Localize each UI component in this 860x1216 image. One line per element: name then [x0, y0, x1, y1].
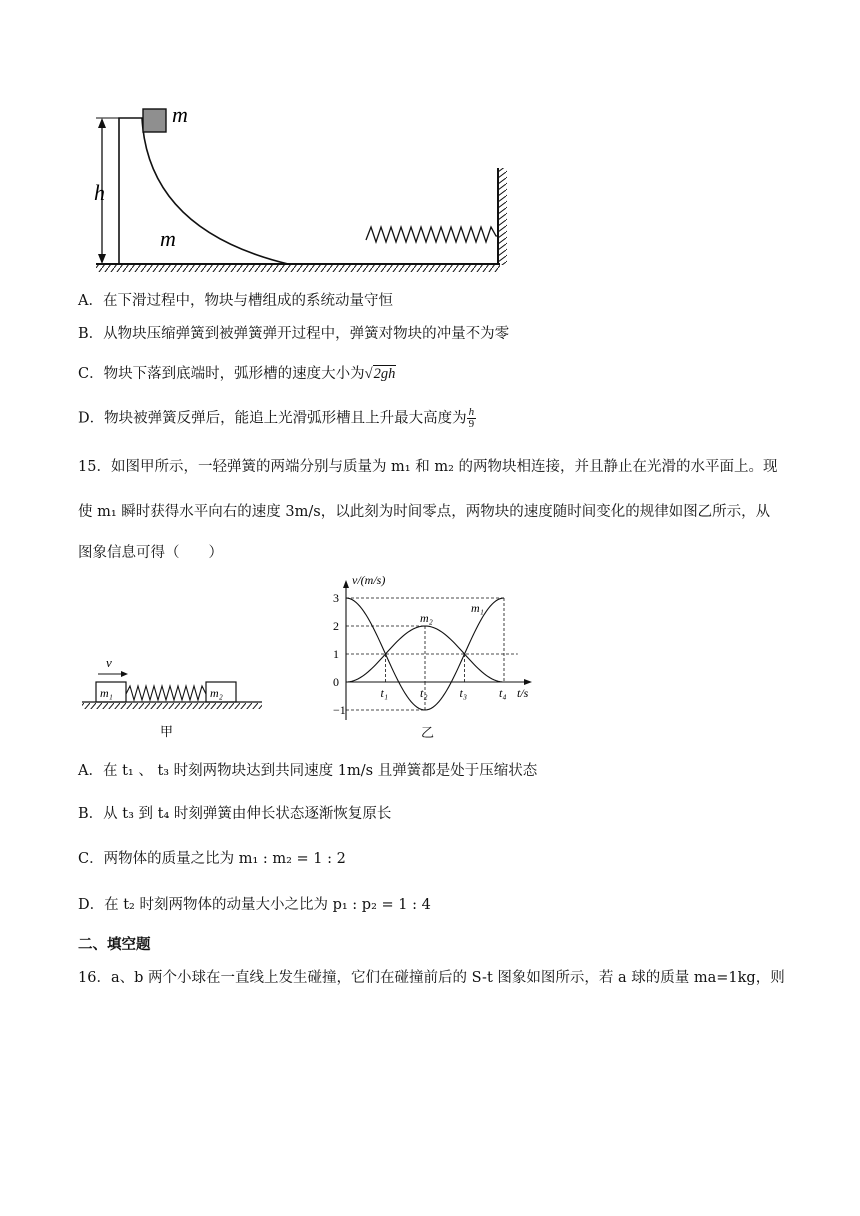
y-tick-label: 3 — [333, 591, 339, 605]
q15-option-d: D．在 t₂ 时刻两物体的动量大小之比为 p₁ : p₂ = 1 : 4 — [78, 897, 431, 913]
block-m — [143, 109, 166, 132]
y-tick-label: 1 — [333, 647, 339, 661]
figure-yi-caption: 乙 — [421, 726, 435, 741]
section-title: 二、填空题 — [78, 937, 151, 953]
q15-stem-line2: 使 m₁ 瞬时获得水平向右的速度 3m/s，以此刻为时间零点，两物块的速度随时间变化的规律如图乙所示，从 — [78, 504, 771, 520]
q15-option-c: C．两物体的质量之比为 m₁ : m₂ = 1 : 2 — [78, 851, 346, 867]
y-tick-label: 2 — [333, 619, 339, 633]
block-m2-label: m₂ — [210, 686, 223, 700]
q14-option-c: C．物块下落到底端时，弧形槽的速度大小为√2gh — [78, 366, 396, 382]
height-label: h — [94, 180, 105, 205]
figure-jia-caption: 甲 — [160, 724, 174, 739]
series-m1-label: m₁ — [471, 601, 484, 615]
q15-option-a: A．在 t₁ 、 t₃ 时刻两物块达到共同速度 1m/s 且弹簧都是处于压缩状态 — [78, 763, 538, 779]
q15-stem-line3: 图象信息可得（ ） — [78, 545, 223, 561]
q16-stem: 16．a、b 两个小球在一直线上发生碰撞，它们在碰撞前后的 S-t 图象如图所示，若 a 球的质量 ma=1kg，则 — [78, 970, 785, 986]
x-tick-label: t₁ — [380, 686, 389, 700]
q15-stem-line1: 15．如图甲所示，一轻弹簧的两端分别与质量为 m₁ 和 m₂ 的两物块相连接，并且静止在光滑的水平面上。现 — [78, 459, 778, 475]
y-tick-label: −1 — [333, 703, 346, 717]
figure-slot-spring — [90, 100, 520, 272]
figure-jia — [78, 654, 268, 744]
mass-top-label: m — [172, 102, 188, 127]
q14-option-d: D．物块被弹簧反弹后，能追上光滑弧形槽且上升最大高度为 $\frac{h}{9}$ — [78, 406, 475, 430]
y-tick-label: 0 — [333, 675, 339, 689]
q15-option-b: B．从 t₃ 到 t₄ 时刻弹簧由伸长状态逐渐恢复原长 — [78, 806, 392, 822]
x-tick-label: t₃ — [459, 686, 468, 700]
series-m2-label: m₂ — [420, 611, 433, 625]
spring-zigzag — [366, 227, 498, 242]
q14-option-a: A．在下滑过程中，物块与槽组成的系统动量守恒 — [78, 293, 393, 309]
q14-option-b: B．从物块压缩弹簧到被弹簧弹开过程中，弹簧对物块的冲量不为零 — [78, 326, 510, 342]
y-axis-label: v/(m/s) — [352, 573, 386, 587]
velocity-label: v — [106, 655, 112, 670]
x-tick-label: t₂ — [420, 686, 428, 700]
x-tick-label: t₄ — [499, 686, 507, 700]
block-m1-label: m₁ — [100, 686, 113, 700]
spring-jia — [126, 686, 206, 700]
mass-slot-label: m — [160, 226, 176, 251]
x-axis-label: t/s — [517, 686, 529, 700]
